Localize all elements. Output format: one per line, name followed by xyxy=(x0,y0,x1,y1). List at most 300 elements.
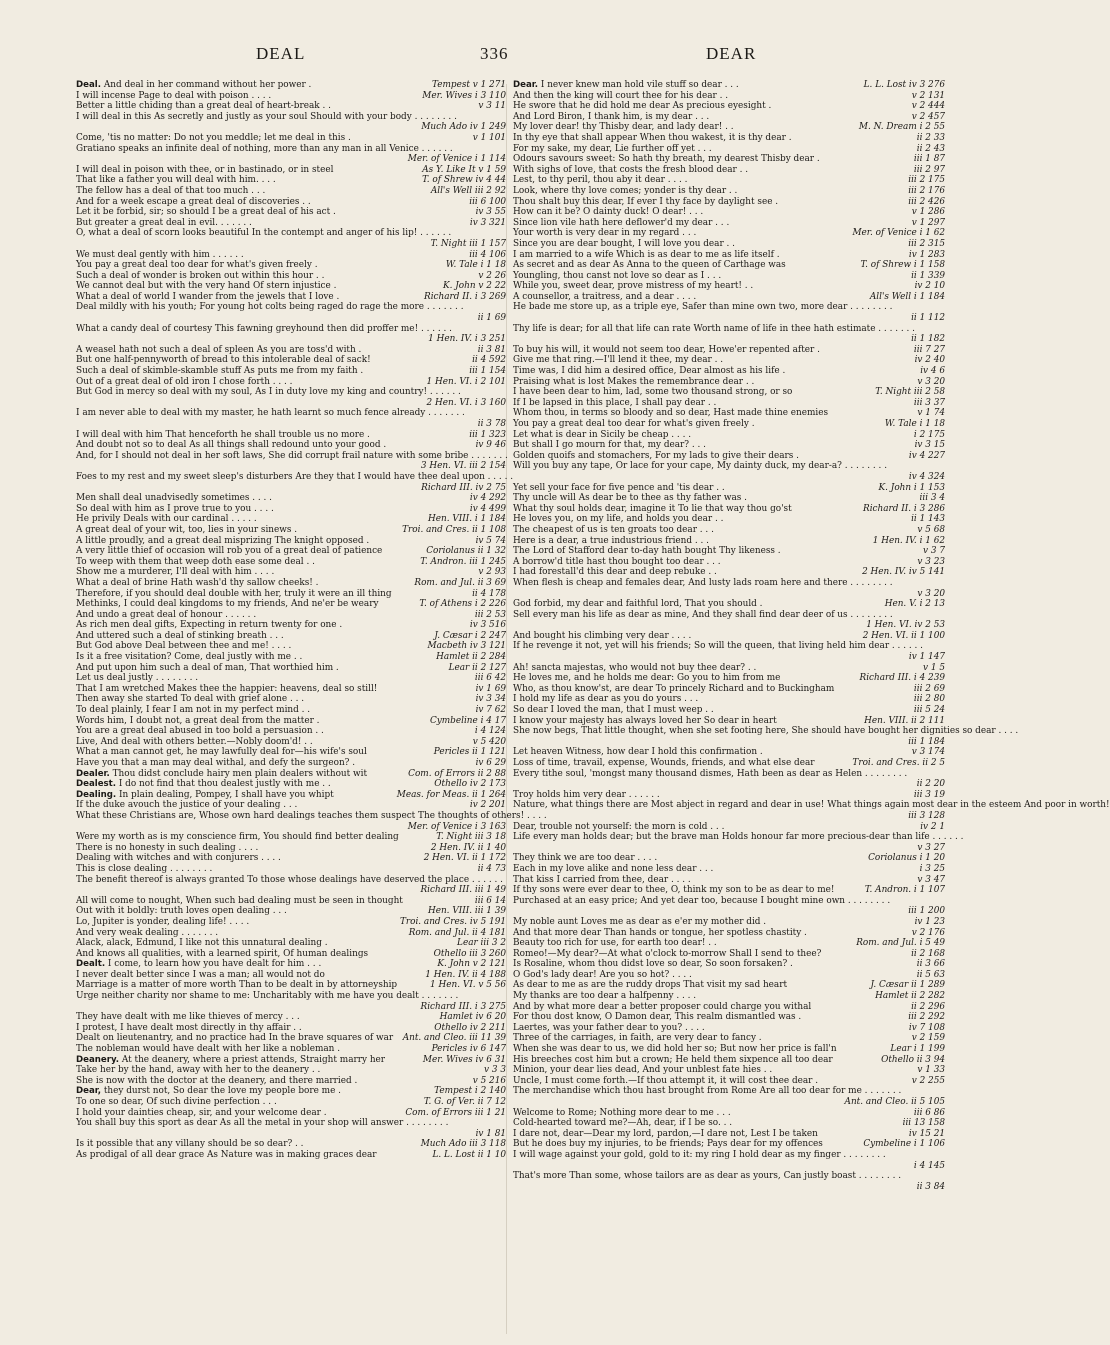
quotation: A counsellor, a traitress, and a dear . . . . xyxy=(513,291,697,302)
play-reference: iii 7 27 xyxy=(913,344,945,355)
entry-text xyxy=(76,928,405,939)
quotation: Each in my love alike and none less dear . . . xyxy=(513,863,714,874)
entry-text xyxy=(513,896,947,907)
entry-text xyxy=(513,91,908,102)
entry-text xyxy=(513,525,913,536)
concordance-entry xyxy=(76,228,508,249)
quotation: I know your majesty has always loved her So dear in heart xyxy=(513,715,777,726)
play-reference: 1 Hen. IV. i 1 62 xyxy=(872,535,945,546)
entry-text xyxy=(513,1108,910,1119)
play-reference: iv 4 292 xyxy=(469,493,506,504)
quotation: Sell every man his life as dear as mine, And they shall find dear deer of us . . . . . . . . xyxy=(513,609,893,620)
quotation: I will wage against your gold, gold to it: my ring I hold dear as my finger . . . . . . . . xyxy=(513,1149,886,1160)
quotation: Let us deal justly . . . . . . . . xyxy=(76,673,199,684)
concordance-entry xyxy=(513,451,947,462)
play-reference: iv 1 81 xyxy=(475,1128,506,1139)
play-reference: L. L. Lost iv 3 276 xyxy=(863,80,945,90)
play-reference: iii 1 154 xyxy=(469,366,506,377)
quotation: The cheapest of us is ten groats too dear . . . xyxy=(513,524,714,535)
concordance-entry xyxy=(513,186,947,197)
concordance-entry xyxy=(76,599,508,610)
quotation: What thy soul holds dear, imagine it To lie that way thou go'st xyxy=(513,503,792,514)
concordance-entry xyxy=(76,1012,508,1023)
concordance-entry xyxy=(513,1023,947,1034)
left-column xyxy=(76,80,547,1340)
play-reference: Hen. VIII. iii 1 39 xyxy=(427,906,506,917)
entry-text xyxy=(513,197,904,208)
quotation: And doubt not so to deal As all things shall redound unto your good . xyxy=(76,440,387,451)
entry-text xyxy=(513,694,910,705)
concordance-entry xyxy=(513,430,947,441)
play-reference: v 2 131 xyxy=(911,90,945,101)
concordance-entry xyxy=(76,218,508,229)
play-reference: 1 Hen. IV. ii 4 188 xyxy=(425,969,506,980)
play-reference: v 3 3 xyxy=(484,1065,506,1076)
quotation: This is close dealing . . . . . . . . xyxy=(76,863,213,874)
play-reference: ii 2 296 xyxy=(911,1001,945,1012)
concordance-entry xyxy=(76,684,508,695)
concordance-entry xyxy=(513,1139,947,1150)
play-reference: Richard III. i 4 239 xyxy=(859,673,945,684)
quotation: God forbid, my dear and faithful lord, That you should . xyxy=(513,599,763,610)
quotation: What a deal of brine Hath wash'd thy sallow cheeks! . xyxy=(76,577,319,588)
concordance-entry xyxy=(513,917,947,928)
play-reference: iv 4 6 xyxy=(920,366,945,377)
entry-text xyxy=(76,589,468,600)
play-reference: Much Ado iii 3 118 xyxy=(420,1139,506,1150)
concordance-entry xyxy=(76,864,508,875)
entry-text xyxy=(76,578,410,589)
quotation: Come, 'tis no matter: Do not you meddle; let me deal in this . xyxy=(76,132,351,143)
quotation: But shall I go mourn for that, my dear? . . . xyxy=(513,440,706,451)
quotation: To deal plainly, I fear I am not in my perfect mind . . xyxy=(76,705,311,716)
concordance-entry xyxy=(76,800,508,811)
entry-text xyxy=(513,875,913,886)
quotation: Let what is dear in Sicily be cheap . . . . xyxy=(513,429,692,440)
quotation: Therefore, if you should deal double with her, truly it were an ill thing xyxy=(76,588,392,599)
entry-text xyxy=(513,747,908,758)
concordance-entry xyxy=(513,80,947,91)
entry-text xyxy=(76,1150,428,1161)
entry-text xyxy=(76,800,466,811)
play-reference: iii 4 106 xyxy=(469,249,506,260)
entry-text xyxy=(513,165,910,176)
play-reference: iii 1 323 xyxy=(469,429,506,440)
play-reference: iv 2 10 xyxy=(914,281,945,292)
headword: Dealer. xyxy=(76,768,110,779)
play-reference: K. John v 2 121 xyxy=(437,959,506,970)
play-reference: Troi. and Cres. iv 5 191 xyxy=(399,916,506,927)
concordance-entry xyxy=(76,281,508,292)
concordance-entry xyxy=(76,959,508,970)
entry-text xyxy=(76,610,471,621)
quotation: I am married to a wife Which is as dear to me as life itself . xyxy=(513,249,780,260)
quotation: We cannot deal but with the very hand Of stern injustice . xyxy=(76,281,337,292)
quotation: I do not find that thou dealest justly with me . . xyxy=(118,779,331,790)
quotation: What a deal of world I wander from the jewels that I love . xyxy=(76,291,340,302)
entry-text xyxy=(76,726,471,737)
concordance-entry xyxy=(76,1044,508,1055)
entry-text xyxy=(513,917,911,928)
concordance-entry xyxy=(513,1044,947,1055)
concordance-entry xyxy=(76,1023,508,1034)
entry-text xyxy=(76,747,430,758)
entry-text xyxy=(76,1076,469,1087)
entry-text xyxy=(76,832,432,843)
play-reference: v 3 174 xyxy=(911,747,945,758)
concordance-entry xyxy=(76,165,508,176)
entry-text xyxy=(513,504,859,515)
quotation: Were my worth as is my conscience firm, You should find better dealing xyxy=(76,832,399,843)
concordance-entry xyxy=(76,260,508,271)
play-reference: iii 3 4 xyxy=(919,493,945,504)
entry-text xyxy=(76,663,445,674)
entry-text xyxy=(76,101,474,112)
entry-text xyxy=(76,165,418,176)
play-reference: Richard III. iii 1 49 xyxy=(420,885,506,896)
entry-text xyxy=(513,440,911,451)
entry-text xyxy=(513,281,911,292)
concordance-entry xyxy=(513,250,947,261)
quotation: As rich men deal gifts, Expecting in return twenty for one . xyxy=(76,620,343,631)
play-reference: iii 2 176 xyxy=(908,185,945,196)
entry-text xyxy=(76,970,421,981)
quotation: When she was dear to us, we did hold her so; But now her price is fall'n xyxy=(513,1044,837,1055)
entry-text xyxy=(513,599,881,610)
play-reference: iv 4 227 xyxy=(908,450,945,461)
play-reference: ii 2 168 xyxy=(911,948,945,959)
concordance-entry xyxy=(76,970,508,981)
entry-text xyxy=(76,694,472,705)
play-reference: 1 Hen. VI. i 2 101 xyxy=(426,376,506,387)
quotation: The fellow has a deal of that too much . . . xyxy=(76,185,266,196)
entry-text xyxy=(513,726,1019,737)
quotation: Out of a great deal of old iron I chose forth . . . . xyxy=(76,376,293,387)
entry-text xyxy=(76,1139,417,1150)
entry-text xyxy=(513,1118,899,1129)
concordance-entry xyxy=(76,525,508,536)
concordance-entry xyxy=(513,377,947,388)
quotation: All will come to nought, When such bad dealing must be seen in thought xyxy=(76,895,403,906)
quotation: Your worth is very dear in my regard . . . xyxy=(513,228,697,239)
play-reference: iv 3 516 xyxy=(469,620,506,631)
concordance-entry xyxy=(76,1118,508,1139)
play-reference: Richard II. i 3 286 xyxy=(863,503,945,514)
concordance-entry xyxy=(76,747,508,758)
entry-text xyxy=(76,451,508,462)
quotation: Words him, I doubt not, a great deal from the matter . xyxy=(76,715,320,726)
concordance-entry xyxy=(76,557,508,568)
quotation: He loves you, on my life, and holds you dear . . xyxy=(513,514,724,525)
play-reference: ii 4 178 xyxy=(472,588,506,599)
play-reference: Troi. and Cres. ii 2 5 xyxy=(852,758,945,768)
concordance-entry xyxy=(513,101,947,112)
quotation: That I am wretched Makes thee the happier: heavens, deal so still! xyxy=(76,683,378,694)
play-reference: iv 1 23 xyxy=(914,916,945,927)
quotation: If I be lapsed in this place, I shall pay dear . . xyxy=(513,397,717,408)
play-reference: ii 3 81 xyxy=(477,344,506,355)
concordance-entry xyxy=(513,769,947,790)
entry-text xyxy=(76,493,466,504)
quotation: They have dealt with me like thieves of mercy . . . xyxy=(76,1012,300,1023)
quotation: For thou dost know, O Damon dear, This realm dismantled was . xyxy=(513,1012,802,1023)
concordance-entry xyxy=(513,896,947,917)
entry-text xyxy=(513,928,908,939)
concordance-entry xyxy=(513,525,947,536)
quotation: In plain dealing, Pompey, I shall have you whipt xyxy=(119,789,334,800)
quotation: You pay a great deal too dear for what's given freely . xyxy=(513,419,755,429)
header-right-word: DEAR xyxy=(706,44,757,63)
entry-text xyxy=(513,461,947,472)
quotation: If the duke avouch the justice of your dealing . . . xyxy=(76,800,298,811)
quotation: Dear, trouble not yourself: the morn is cold . . . xyxy=(513,821,725,832)
play-reference: ii 3 84 xyxy=(916,1181,945,1192)
play-reference: T. G. of Ver. ii 7 12 xyxy=(423,1097,506,1107)
quotation: If he revenge it not, yet will his friends; So will the queen, that living held him dear . . . . . . xyxy=(513,641,923,652)
quotation: Thy life is dear; for all that life can rate Worth name of life in thee hath estimate . . . . . . . xyxy=(513,323,915,334)
entry-text xyxy=(513,186,904,197)
concordance-entry xyxy=(513,1171,947,1192)
headword: Dealt. xyxy=(76,959,106,970)
concordance-entry xyxy=(513,483,947,494)
play-reference: 1 Hen. IV. i 3 251 xyxy=(428,334,506,345)
play-reference: i 3 25 xyxy=(919,863,945,874)
concordance-entry xyxy=(76,663,508,674)
entry-text xyxy=(513,1002,907,1013)
quotation: Lo, Jupiter is yonder, dealing life! . . . . xyxy=(76,916,250,927)
entry-text xyxy=(76,324,508,335)
play-reference: T. Night iii 1 157 xyxy=(430,238,506,249)
headword: Dear. xyxy=(513,80,539,90)
entry-text xyxy=(76,408,508,419)
play-reference: ii 2 20 xyxy=(916,779,945,790)
play-reference: Tempest v 1 271 xyxy=(431,80,506,90)
concordance-entry xyxy=(76,271,508,282)
play-reference: iv 5 74 xyxy=(475,535,506,546)
concordance-entry xyxy=(513,408,947,419)
concordance-entry xyxy=(76,292,508,303)
entry-text xyxy=(76,271,474,282)
play-reference: ii 3 78 xyxy=(477,419,506,429)
play-reference: v 3 7 xyxy=(923,546,945,557)
play-reference: As Y. Like It v 1 59 xyxy=(422,164,506,175)
entry-text xyxy=(76,1033,399,1044)
quotation: The nobleman would have dealt with her like a nobleman . xyxy=(76,1044,341,1055)
play-reference: Cymbeline i 4 17 xyxy=(429,715,506,726)
entry-text xyxy=(513,1044,886,1055)
concordance-entry xyxy=(513,271,947,282)
entry-text xyxy=(76,567,474,578)
concordance-entry xyxy=(513,641,947,662)
quotation: And that more dear Than hands or tongue, her spotless chastity . xyxy=(513,927,807,938)
entry-text xyxy=(513,970,913,981)
quotation: And knows all qualities, with a learned spirit, Of human dealings xyxy=(76,948,369,959)
quotation: Since you are dear bought, I will love you dear . . xyxy=(513,238,735,249)
play-reference: iii 2 315 xyxy=(908,238,945,249)
entry-text xyxy=(76,938,453,949)
play-reference: iii 6 86 xyxy=(913,1107,945,1118)
play-reference: iv 3 15 xyxy=(914,440,945,451)
play-reference: K. John v 2 22 xyxy=(442,281,506,292)
quotation: Dealt on lieutenantry, and no practice had In the brave squares of war xyxy=(76,1033,394,1044)
play-reference: iv 2 1 xyxy=(920,821,945,832)
entry-text xyxy=(76,705,472,716)
quotation: I hold your dainties cheap, sir, and your welcome dear . xyxy=(76,1107,327,1118)
quotation: So dear I loved the man, that I must weep . . xyxy=(513,705,714,716)
concordance-entry xyxy=(513,1150,947,1171)
concordance-entry xyxy=(513,853,947,864)
entry-text xyxy=(513,1023,905,1034)
quotation: As dear to me as are the ruddy drops That visit my sad heart xyxy=(513,980,788,991)
quotation: Is it possible that any villany should be so dear? . . xyxy=(76,1139,304,1150)
entry-text xyxy=(76,557,416,568)
quotation: I never dealt better since I was a man; all would not do xyxy=(76,969,325,980)
quotation: Give me that ring.—I'll lend it thee, my dear . . xyxy=(513,355,724,366)
quotation: Methinks, I could deal kingdoms to my friends, And ne'er be weary xyxy=(76,599,379,610)
play-reference: v 2 159 xyxy=(911,1033,945,1044)
entry-text xyxy=(76,377,423,388)
quotation: Then away she started To deal with grief alone . . . xyxy=(76,694,305,705)
quotation: I am never able to deal with my master, he hath learnt so much fence already . . . . . . . xyxy=(76,408,465,419)
quotation: I come, to learn how you have dealt for him . . . xyxy=(107,959,322,970)
play-reference: Hen. VIII. ii 2 111 xyxy=(864,715,945,726)
quotation: My lover dear! thy Thisby dear, and lady dear! . . xyxy=(513,122,734,133)
entry-text xyxy=(76,631,430,642)
quotation: When flesh is cheap and females dear, And lusty lads roam here and there . . . . . . . . xyxy=(513,577,893,588)
quotation: Laertes, was your father dear to you? . . . . xyxy=(513,1022,705,1033)
concordance-entry xyxy=(513,970,947,981)
play-reference: Troi. and Cres. ii 1 108 xyxy=(402,524,506,535)
quotation: I never knew man hold vile stuff so dear . . . xyxy=(540,80,739,90)
play-reference: J. Cæsar i 2 247 xyxy=(434,630,506,641)
concordance-entry xyxy=(513,144,947,155)
quotation: Welcome to Rome; Nothing more dear to me . . . xyxy=(513,1107,731,1118)
entry-text xyxy=(513,949,907,960)
concordance-entry xyxy=(513,694,947,705)
quotation: A very little thief of occasion will rob you of a great deal of patience xyxy=(76,546,383,557)
entry-text xyxy=(513,175,904,186)
play-reference: T. Andron. i 1 107 xyxy=(864,885,945,896)
entry-text xyxy=(513,790,910,801)
quotation: Urge neither charity nor shame to me: Uncharitably with me have you dealt . . . . . . . xyxy=(76,991,459,1002)
concordance-entry xyxy=(513,567,947,578)
quotation: Marriage is a matter of more worth Than to be dealt in by attorneyship xyxy=(76,980,398,991)
quotation: Let it be forbid, sir; so should I be a great deal of his act . xyxy=(76,207,336,218)
concordance-entry xyxy=(76,779,508,790)
entry-text xyxy=(513,663,919,674)
play-reference: iii 2 97 xyxy=(913,164,945,175)
concordance-entry xyxy=(513,578,947,599)
play-reference: iv 2 201 xyxy=(469,800,506,811)
quotation: He bade me store up, as a triple eye, Safer than mine own two, more dear . . . . . . . . xyxy=(513,302,893,313)
quotation: Lest, to thy peril, thou aby it dear . . . . xyxy=(513,175,688,186)
play-reference: i 4 145 xyxy=(913,1160,945,1171)
concordance-entry xyxy=(513,154,947,165)
concordance-entry xyxy=(513,292,947,303)
headword: Dealing. xyxy=(76,789,117,800)
quotation: If thy sons were ever dear to thee, O, think my son to be as dear to me! xyxy=(513,885,835,896)
play-reference: iii 5 24 xyxy=(913,705,945,716)
play-reference: Rom. and Jul. i 5 49 xyxy=(856,938,945,949)
entry-text xyxy=(76,345,474,356)
entry-text xyxy=(76,281,439,292)
play-reference: 3 Hen. VI. iii 2 154 xyxy=(420,461,506,472)
concordance-entry xyxy=(513,228,947,239)
entry-text xyxy=(76,684,472,695)
entry-text xyxy=(76,716,426,727)
play-reference: iii 6 100 xyxy=(469,196,506,207)
play-reference: iv 3 55 xyxy=(475,207,506,218)
play-reference: iii 3 19 xyxy=(913,789,945,800)
concordance-entry xyxy=(513,355,947,366)
entry-text xyxy=(513,207,908,218)
concordance-entry xyxy=(513,133,947,144)
concordance-entry xyxy=(513,387,947,398)
entry-text xyxy=(76,440,472,451)
quotation: they durst not, So dear the love my people bore me . xyxy=(103,1086,341,1097)
concordance-entry xyxy=(513,875,947,886)
concordance-entry xyxy=(76,207,508,218)
concordance-entry xyxy=(513,1065,947,1076)
play-reference: 2 Hen. IV. ii 1 40 xyxy=(430,842,506,853)
quotation: Is Rosaline, whom thou didst love so dear, So soon forsaken? . xyxy=(513,959,793,970)
quotation: Youngling, thou canst not love so dear as I . . . xyxy=(513,270,722,281)
play-reference: iii 2 53 xyxy=(474,609,506,620)
concordance-entry xyxy=(513,260,947,271)
entry-text xyxy=(76,302,508,313)
play-reference: Coriolanus i 1 20 xyxy=(868,853,945,864)
entry-text xyxy=(513,557,913,568)
concordance-entry xyxy=(513,1055,947,1066)
concordance-entry xyxy=(513,440,947,451)
entry-text xyxy=(513,345,910,356)
entry-text xyxy=(76,599,415,610)
entry-text xyxy=(513,271,907,282)
headword: Deanery. xyxy=(76,1054,120,1065)
entry-text xyxy=(76,525,398,536)
play-reference: Mer. of Venice i 1 62 xyxy=(852,228,945,239)
quotation: Gratiano speaks an infinite deal of nothing, more than any man in all Venice . . . . . . xyxy=(76,143,453,154)
concordance-entry xyxy=(513,949,947,960)
concordance-entry xyxy=(513,218,947,229)
quotation: I hold my life as dear as you do yours . . . xyxy=(513,694,699,705)
concordance-entry xyxy=(513,366,947,377)
quotation: And undo a great deal of honour . . . . . . xyxy=(76,609,257,620)
quotation: And deal in her command without her power . xyxy=(103,80,312,90)
entry-text xyxy=(76,790,393,801)
entry-text xyxy=(76,471,514,483)
concordance-entry xyxy=(76,471,514,493)
concordance-entry xyxy=(513,599,947,610)
play-reference: Hen. V. i 2 13 xyxy=(884,599,945,610)
play-reference: iv 2 40 xyxy=(914,355,945,366)
entry-text xyxy=(513,133,913,144)
play-reference: Hamlet ii 2 284 xyxy=(436,652,506,663)
entry-text xyxy=(76,779,430,790)
entry-text xyxy=(76,1012,436,1023)
concordance-entry xyxy=(76,790,508,801)
concordance-entry xyxy=(513,1129,947,1140)
entry-text xyxy=(76,218,466,229)
quotation: My noble aunt Loves me as dear as e'er my mother did . xyxy=(513,916,767,927)
entry-text xyxy=(513,705,910,716)
quotation: And very weak dealing . . . . . . . xyxy=(76,927,219,938)
quotation: You shall buy this sport as dear As all the metal in your shop will answer . . . . . . . . xyxy=(76,1118,449,1129)
play-reference: Richard III. i 3 275 xyxy=(420,1001,506,1012)
entry-text xyxy=(513,483,875,494)
concordance-entry xyxy=(513,175,947,186)
quotation: But God above Deal between thee and me! . . . . xyxy=(76,641,292,652)
